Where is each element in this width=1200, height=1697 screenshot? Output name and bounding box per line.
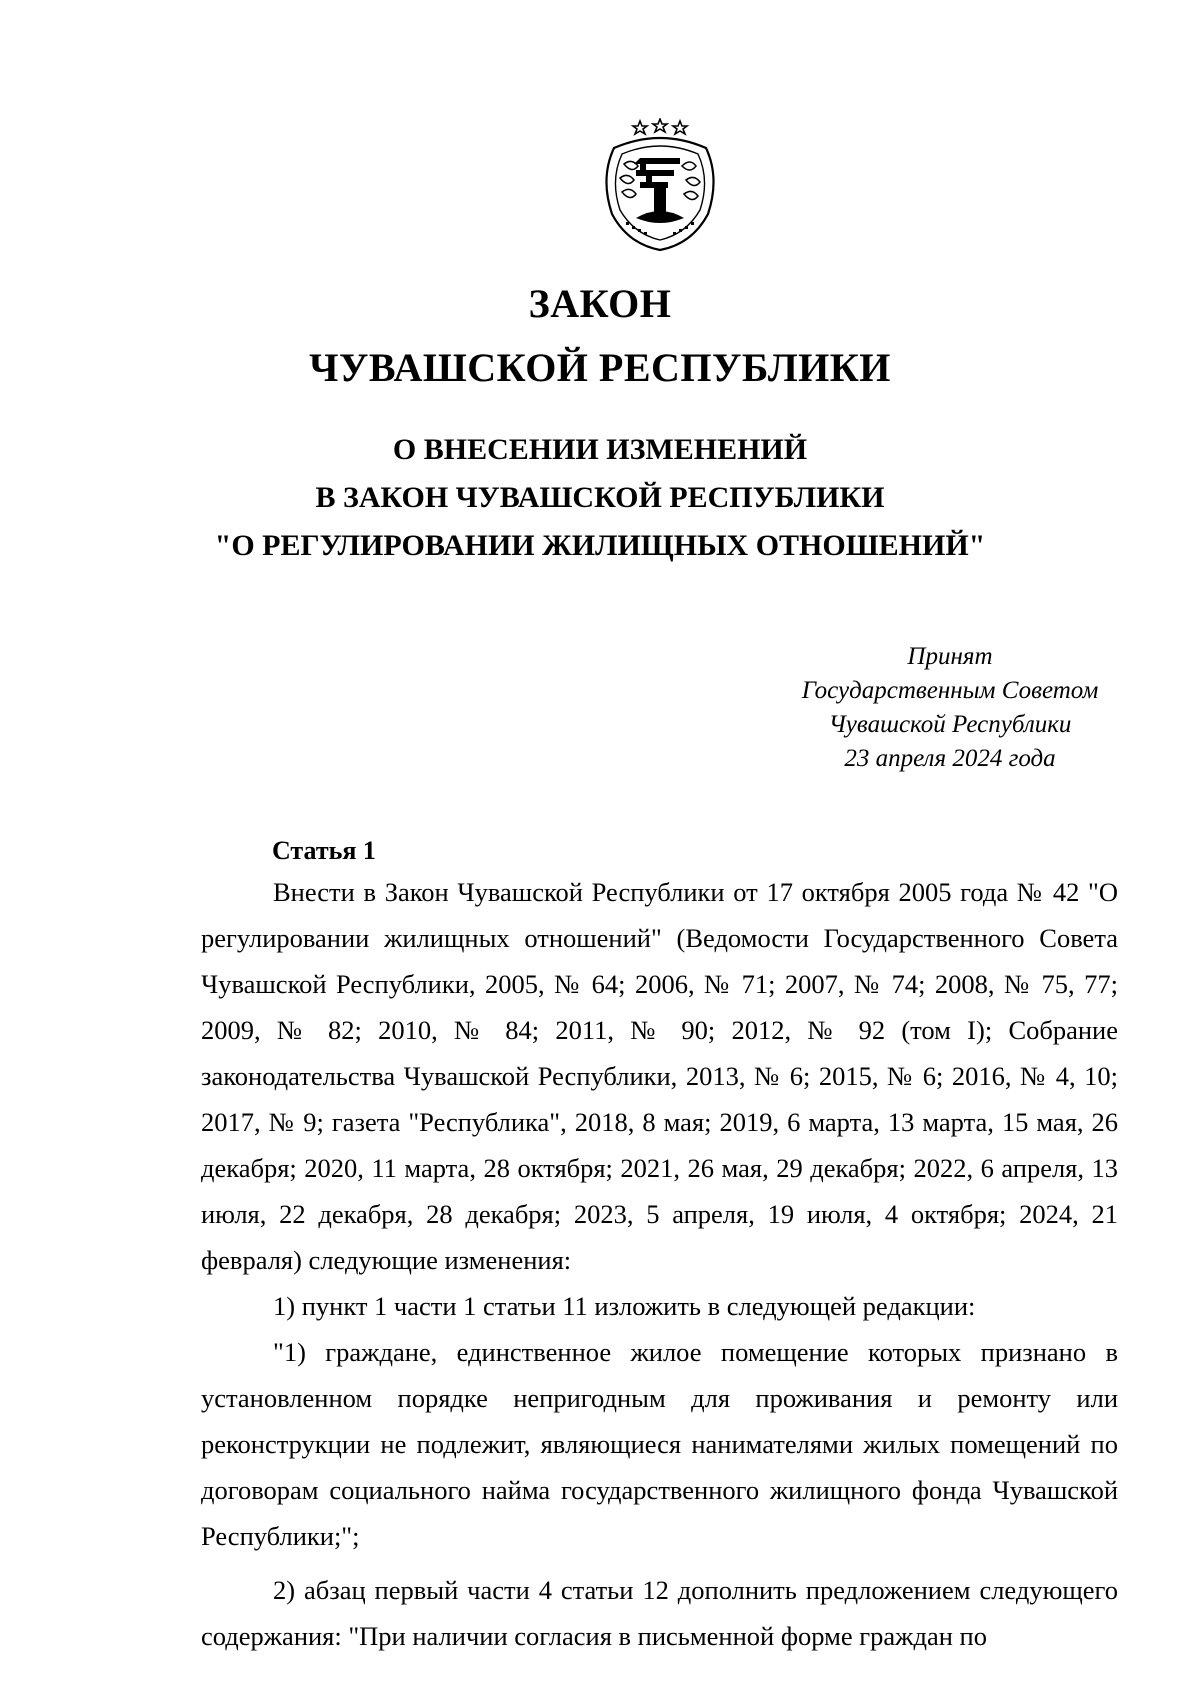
law-subtitle-line-2: В ЗАКОН ЧУВАШСКОЙ РЕСПУБЛИКИ: [315, 481, 885, 514]
article-paragraph: 2) абзац первый части 4 статьи 12 дополнить предложением следующего содержания: "При наличии согласия в письменной форме граждан по: [201, 1575, 1118, 1651]
law-title-line-2: ЧУВАШСКОЙ РЕСПУБЛИКИ: [309, 345, 891, 390]
article-heading: Статья 1: [272, 836, 376, 865]
adoption-note: [780, 640, 1120, 776]
adoption-note-line-2: Государственным Советом: [801, 677, 1099, 704]
law-subtitle-line-1: О ВНЕСЕНИИ ИЗМЕНЕНИЙ: [392, 433, 808, 466]
law-subtitle-line-3: "О РЕГУЛИРОВАНИИ ЖИЛИЩНЫХ ОТНОШЕНИЙ": [214, 529, 986, 562]
article-paragraph: Внести в Закон Чувашской Республики от 17 октября 2005 года № 42 "О регулировании жилищных отношений" (Ведомости Государственного Совета Чувашской Республики, 2005, № 64; 2006, № 71; 2007, № 74; 2008, № 75, 77; 2009, № 82; 2010, № 84; 2011, № 90; 2012, № 92 (том I); Собрание законодательства Чувашской Республики, 2013, № 6; 2015, № 6; 2016, № 4, 10; 2017, № 9; газета "Республика", 2018, 8 мая; 2019, 6 марта, 13 марта, 15 мая, 26 декабря; 2020, 11 марта, 28 октября; 2021, 26 мая, 29 декабря; 2022, 6 апреля, 13 июля, 22 декабря, 28 декабря; 2023, 5 апреля, 19 июля, 4 октября; 2024, 21 февраля) следующие изменения:: [201, 877, 1118, 1275]
law-title-line-1: ЗАКОН: [528, 281, 672, 326]
adoption-note-line-1: Принят: [907, 643, 993, 670]
adoption-date: 23 апреля 2024 года: [844, 745, 1056, 772]
law-title: [0, 272, 1200, 400]
article-paragraph: 1) пункт 1 части 1 статьи 11 изложить в следующей редакции:: [273, 1291, 976, 1321]
law-subtitle: [0, 426, 1200, 570]
adoption-note-line-3: Чувашской Республики: [828, 711, 1072, 738]
chuvash-republic-emblem-icon: [596, 118, 724, 254]
article-paragraph: "1) граждане, единственное жилое помещение которых признано в установленном порядке непригодным для проживания и ремонту или реконструкции не подлежит, являющиеся нанимателями жилых помещений по договорам социального найма государственного жилищного фонда Чувашской Республики;";: [201, 1337, 1118, 1551]
article-body: [201, 869, 1118, 1659]
